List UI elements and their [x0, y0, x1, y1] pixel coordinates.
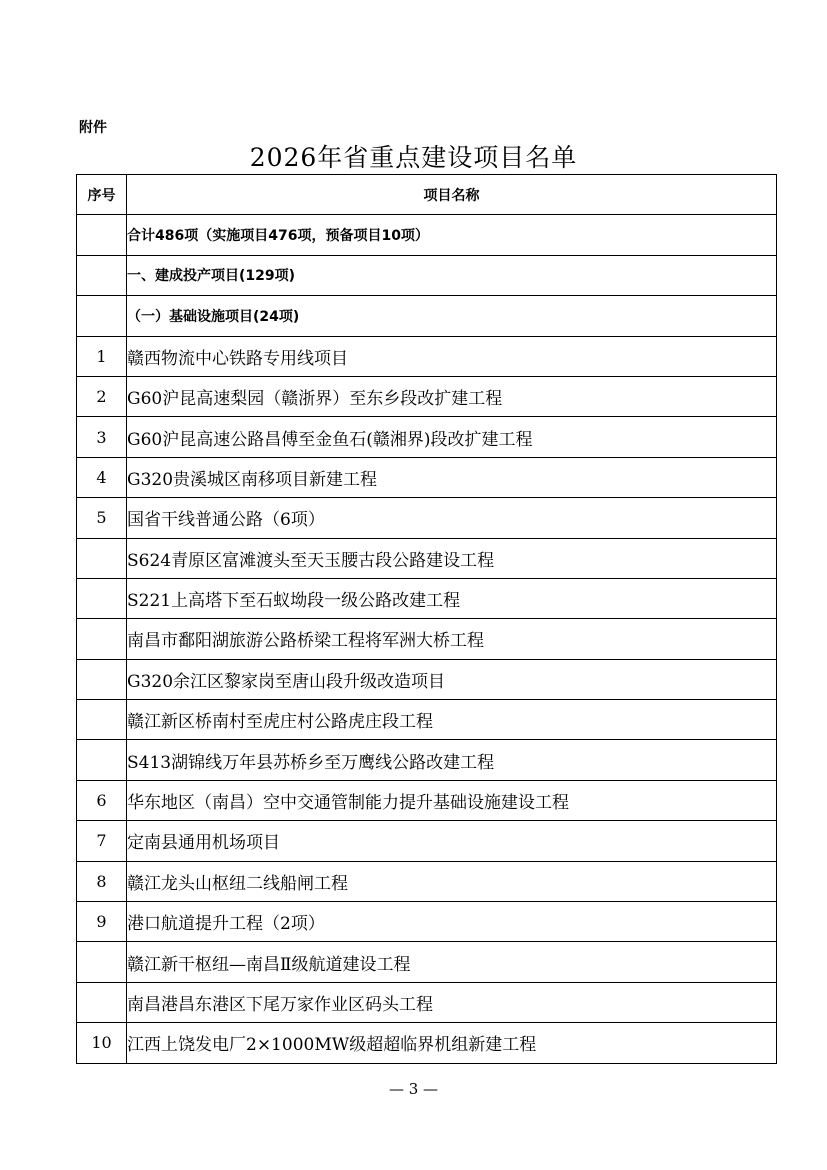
table-row — [77, 538, 777, 578]
row-project-name: G320贵溪城区南移项目新建工程 — [127, 457, 777, 497]
row-project-name: 南昌港昌东港区下尾万家作业区码头工程 — [127, 982, 777, 1022]
row-project-name: S221上高塔下至石蚁坳段一级公路改建工程 — [127, 578, 777, 618]
row-index: 10 — [77, 1023, 127, 1063]
row-index: 7 — [77, 821, 127, 861]
row-index — [77, 942, 127, 982]
table-row — [77, 861, 777, 901]
table-row — [77, 780, 777, 820]
row-index — [77, 296, 127, 336]
summary-row — [77, 255, 777, 295]
row-project-name: 赣江龙头山枢纽二线船闸工程 — [127, 861, 777, 901]
row-index: 6 — [77, 780, 127, 820]
project-table-body — [77, 175, 777, 1064]
summary-row — [77, 215, 777, 255]
row-index: 9 — [77, 902, 127, 942]
row-index: 3 — [77, 417, 127, 457]
summary-row — [77, 296, 777, 336]
row-project-name: 江西上饶发电厂2×1000MW级超超临界机组新建工程 — [127, 1023, 777, 1063]
row-index — [77, 740, 127, 780]
row-index: 2 — [77, 376, 127, 416]
row-project-name: G60沪昆高速梨园（赣浙界）至东乡段改扩建工程 — [127, 376, 777, 416]
row-index — [77, 255, 127, 295]
table-header-row — [77, 175, 777, 215]
row-project-name: G60沪昆高速公路昌傅至金鱼石(赣湘界)段改扩建工程 — [127, 417, 777, 457]
project-table — [76, 174, 777, 1064]
row-project-name: G320余江区黎家岗至唐山段升级改造项目 — [127, 659, 777, 699]
row-index: 5 — [77, 498, 127, 538]
row-project-name: S624青原区富滩渡头至天玉腰古段公路建设工程 — [127, 538, 777, 578]
table-row — [77, 902, 777, 942]
row-project-name: 赣江新区桥南村至虎庄村公路虎庄段工程 — [127, 700, 777, 740]
table-row — [77, 700, 777, 740]
row-project-name: 港口航道提升工程（2项） — [127, 902, 777, 942]
row-index — [77, 578, 127, 618]
row-project-name: 国省干线普通公路（6项） — [127, 498, 777, 538]
header-name: 项目名称 — [127, 175, 777, 215]
row-index: 4 — [77, 457, 127, 497]
row-index — [77, 700, 127, 740]
table-row — [77, 376, 777, 416]
table-row — [77, 578, 777, 618]
row-project-name: 赣西物流中心铁路专用线项目 — [127, 336, 777, 376]
row-project-name: S413湖锦线万年县苏桥乡至万鹰线公路改建工程 — [127, 740, 777, 780]
row-project-name: 合计486项（实施项目476项，预备项目10项） — [127, 215, 777, 255]
row-index — [77, 659, 127, 699]
row-index — [77, 619, 127, 659]
table-row — [77, 1023, 777, 1063]
table-row — [77, 417, 777, 457]
row-project-name: （一）基础设施项目(24项) — [127, 296, 777, 336]
row-index — [77, 982, 127, 1022]
attachment-label: 附件 — [79, 120, 107, 136]
row-project-name: 一、建成投产项目(129项) — [127, 255, 777, 295]
page-number: — 3 — — [388, 1080, 439, 1098]
row-project-name: 南昌市鄱阳湖旅游公路桥梁工程将军洲大桥工程 — [127, 619, 777, 659]
row-project-name: 赣江新干枢纽—南昌Ⅱ级航道建设工程 — [127, 942, 777, 982]
table-row — [77, 821, 777, 861]
table-row — [77, 982, 777, 1022]
table-row — [77, 336, 777, 376]
row-index — [77, 215, 127, 255]
table-row — [77, 740, 777, 780]
row-index: 1 — [77, 336, 127, 376]
header-index: 序号 — [77, 175, 127, 215]
row-project-name: 华东地区（南昌）空中交通管制能力提升基础设施建设工程 — [127, 780, 777, 820]
table-row — [77, 457, 777, 497]
page-title: 2026年省重点建设项目名单 — [249, 143, 578, 172]
table-row — [77, 942, 777, 982]
table-row — [77, 619, 777, 659]
row-index: 8 — [77, 861, 127, 901]
table-row — [77, 498, 777, 538]
row-index — [77, 538, 127, 578]
row-project-name: 定南县通用机场项目 — [127, 821, 777, 861]
table-row — [77, 659, 777, 699]
